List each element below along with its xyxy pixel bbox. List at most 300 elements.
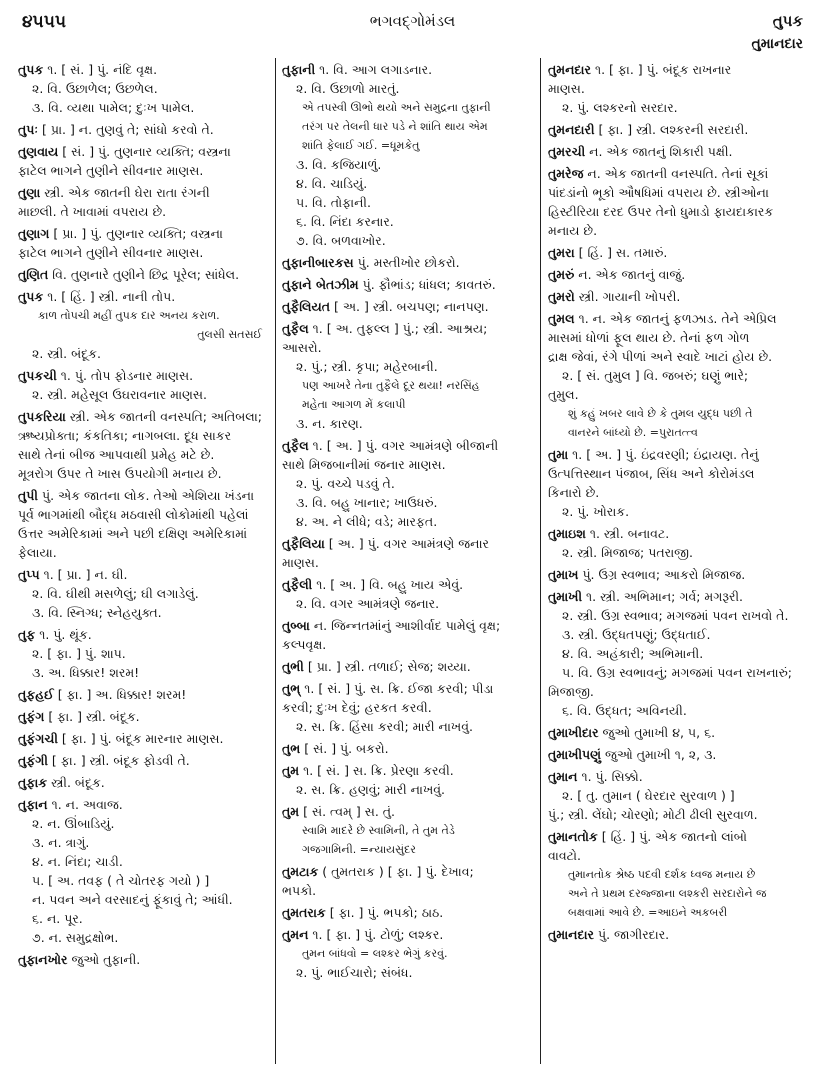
sense-line: ૨. વિ. વગર આમંત્રણે જનાર. <box>296 596 440 611</box>
headword: તુપકરિયા <box>18 409 66 424</box>
headword: તુમાખી <box>548 589 583 604</box>
sense-line: ૪. ન. નિંદા; ચાડી. <box>32 854 123 869</box>
definition-line: હિસ્ટીરિયા દરદ ઉપર તેનો ધુમાડો ફાયદાકારક <box>548 204 774 219</box>
sense-line: ૨. પું. ભાઈચારો; સંબંધ. <box>296 965 413 980</box>
sense-line: ૨. વિ. ઉછાળો મારતું. <box>296 81 400 96</box>
definition-text: ૧. [ ફા. ] પું. બંદૂક રાખનાર <box>594 62 732 77</box>
definition-text: [ અ. ] સ્ત્રી. બચપણ; નાનપણ. <box>334 299 489 314</box>
dictionary-entry <box>548 164 808 240</box>
headword: તુપઃ <box>18 122 38 137</box>
sense-line: ૭. ન. સમુદ્રક્ષોભ. <box>32 930 119 945</box>
definition-line: મિજાજી. <box>548 684 594 699</box>
dictionary-entry <box>18 60 268 117</box>
definition-line: માછલી. તે ખાવામાં વપરાય છે. <box>18 204 167 219</box>
headword: તુમલ <box>548 311 575 326</box>
definition-text: પું. ઉગ્ર સ્વભાવ; આકરો મિજાજ. <box>582 567 746 582</box>
headword: તુમાખીદાર <box>548 725 599 740</box>
quotation-line: વાનરને બાંધ્યો છે. =પુરાતત્ત્વ <box>568 426 698 439</box>
entry-first-line <box>18 287 268 306</box>
headword: તુમા <box>548 447 569 462</box>
definition-text: [ હિં. ] પું. એક જાતનો લાંબો <box>601 829 747 844</box>
definition-text: ૧. [ અ. ] પું. ઇંદ્રવરણી; ઇંદ્રાયણ. તેનું <box>572 447 759 462</box>
dictionary-entry <box>282 862 532 900</box>
entry-first-line <box>18 142 268 161</box>
sense-line: ૫. વિ. ઉગ્ર સ્વભાવનું; મગજમાં પવન રાખનારું; <box>562 665 792 680</box>
first-guide-word: તુપક <box>772 12 803 30</box>
dictionary-entry <box>282 60 532 250</box>
entry-first-line <box>18 60 268 79</box>
dictionary-entry <box>282 761 532 799</box>
headword: તુમરા <box>548 245 575 260</box>
definition-text: પું. મસ્તીખોર છોકરો. <box>357 255 460 270</box>
headword: તુફાને બેતઝીમ <box>282 277 359 292</box>
entry-first-line <box>282 575 532 594</box>
sense-line: ૨. સ્ત્રી. મહેસૂલ ઉઘરાવનાર માણસ. <box>32 387 208 402</box>
entry-first-line <box>282 925 532 944</box>
entry-first-line <box>18 729 268 748</box>
dictionary-entry <box>18 366 268 404</box>
quotation-line: અને તે પ્રથમ દરજ્જાના લશ્કરી સરદારોને જ <box>568 887 767 900</box>
headword: તુમરો <box>548 289 575 304</box>
headword: તુમનદારી <box>548 122 595 137</box>
dictionary-entry <box>282 679 532 736</box>
quotation-line: બક્ષવામાં આવે છે. =આઇને અકબરી <box>568 906 728 919</box>
sense-line: ૭. વિ. બળવાખોર. <box>296 233 386 248</box>
headword: તુફાક <box>18 775 48 790</box>
definition-line: ફાટેલ ભાગને તુણીને સીવનાર માણસ. <box>18 245 204 260</box>
quotation-line: કાળ તોપચી મહીં તુપક દાર અનય કરાળ. <box>38 309 220 322</box>
definition-text: ૧. [ પ્રા. ] ન. ઘી. <box>43 567 128 582</box>
dictionary-entry <box>18 120 268 139</box>
headword: તુભ્ <box>282 681 301 696</box>
entry-first-line <box>282 862 532 881</box>
sense-line: ૨. પું. ખોરાક. <box>562 504 630 519</box>
entry-first-line <box>18 950 268 969</box>
sense-line: ૨. સ. ક્રિ. હિંસા કરવી; મારી નાખવું. <box>296 719 473 734</box>
definition-text: ૧. [ અ. તુફલ્લ ] પું.; સ્ત્રી. આશ્રય; <box>312 321 488 336</box>
dictionary-entry <box>18 565 268 622</box>
definition-line: ઉત્તર અમેરિકામાં અને પછી દક્ષિણ અમેરિકામાં <box>18 526 248 541</box>
definition-text: ૧. વિ. આગ લગાડનાર. <box>319 62 433 77</box>
entry-first-line <box>18 795 268 814</box>
entry-first-line <box>282 679 532 698</box>
entry-first-line <box>282 903 532 922</box>
headword: તુમ <box>282 804 300 819</box>
definition-line: વાવટો. <box>548 848 582 863</box>
headword: તુપકચી <box>18 368 57 383</box>
definition-line: તુમુલ. <box>548 387 579 402</box>
sense-line: ૩. વિ. કજિયાળું. <box>296 157 382 172</box>
entry-first-line <box>548 524 808 543</box>
entry-first-line <box>18 366 268 385</box>
definition-line: ભપકો. <box>282 883 317 898</box>
entry-first-line <box>282 616 532 635</box>
definition-text: [ પ્રા. ] સ્ત્રી. તળાઈ; સેજ; શય્યા. <box>307 659 471 674</box>
definition-text: [ ફા. ] પું. ભપકો; ઠાઠ. <box>329 905 444 920</box>
definition-text: વિ. તુણનારે તુણીને છિદ્ર પૂરેલ; સાંધેલ. <box>52 267 240 282</box>
headword: તુમાનતોક <box>548 829 598 844</box>
dictionary-column-1 <box>18 60 268 1068</box>
definition-text: ( તુમતરાક ) [ ફા. ] પું. દેખાવ; <box>322 864 474 879</box>
entry-first-line <box>548 265 808 284</box>
sense-line: ૩. અ. ધિક્કાર! શરમ! <box>32 665 140 680</box>
headword: તુફંગી <box>18 753 48 768</box>
definition-text: ૧. [ સં. ] પું. સ. ક્રિ. ઈજા કરવી; પીડા <box>304 681 494 696</box>
definition-text: ૧. પું. તોપ ફોડનાર માણસ. <box>60 368 194 383</box>
entry-first-line <box>18 486 268 505</box>
entry-first-line <box>18 120 268 139</box>
quotation-line: મહેતા આગળ મેં કલાપી <box>302 398 406 411</box>
dictionary-entry <box>282 253 532 272</box>
definition-text: પું. ફૌભાંડ; ધાંધલ; કાવતરું. <box>362 277 496 292</box>
entry-first-line <box>18 773 268 792</box>
sense-line: ૨. સ. ક્રિ. હણવું; મારી નાખવું. <box>296 782 446 797</box>
dictionary-entry <box>282 903 532 922</box>
entry-first-line <box>548 120 808 139</box>
definition-line: કિનારો છે. <box>548 485 600 500</box>
entry-first-line <box>282 739 532 758</box>
sense-line: ૪. વિ. ચાડિયું. <box>296 176 368 191</box>
dictionary-entry <box>18 685 268 704</box>
last-guide-word: તુમાનદાર <box>751 36 803 52</box>
entry-first-line <box>548 827 808 846</box>
definition-line: પું.; સ્ત્રી. લેંઘો; ચોરણો; મોટી ઢીલી સુરવાળ. <box>548 807 758 822</box>
dictionary-entry <box>548 587 808 720</box>
dictionary-entry <box>548 745 808 764</box>
definition-text: [ પ્રા. ] ન. તુણવું તે; સાંધો કરવો તે. <box>41 122 214 137</box>
sense-line: ૨. વિ. ઉછાળેલ; ઉછળેલ. <box>32 81 158 96</box>
dictionary-entry <box>548 287 808 306</box>
quotation-line: શાંતિ ફેલાઈ ગઈ. =ધૂમકેતુ <box>302 139 420 152</box>
headword: તુમાઇશ <box>548 526 586 541</box>
definition-text: [ સં. ] પું. બકરો. <box>304 741 389 756</box>
dictionary-entry <box>18 287 268 363</box>
entry-first-line <box>548 142 808 161</box>
entry-first-line <box>18 565 268 584</box>
sense-line: ૩. વિ. બહુ ખાનાર; ખાઉધરું. <box>296 495 438 510</box>
definition-text: સ્ત્રી. ગાયાની ખોપરી. <box>578 289 681 304</box>
entry-first-line <box>18 224 268 243</box>
definition-text: ૧. [ સં. ] પું. નંદિ વૃક્ષ. <box>47 62 158 77</box>
entry-first-line <box>548 309 808 328</box>
definition-text: ૧. પું. થૂંક. <box>39 627 92 642</box>
sense-line: ૪. વિ. અહંકારી; અભિમાની. <box>562 646 704 661</box>
headword: તુફાનીબારકસ <box>282 255 354 270</box>
definition-text: [ અ. ] પું. વગર આમંત્રણે જનાર <box>328 536 489 551</box>
dictionary-entry <box>282 297 532 316</box>
headword: તુફૈલિયત <box>282 299 331 314</box>
headword: તુમાનદાર <box>548 927 595 942</box>
dictionary-entry <box>282 575 532 613</box>
dictionary-entry <box>282 534 532 572</box>
definition-line: પાંદડાંનો ભૂકો ઔષધિમાં વપરાય છે. સ્ત્રીઓના <box>548 185 769 200</box>
dictionary-entry <box>18 183 268 221</box>
sense-line: ૫. [ અ. તવફ ( તે ચોતરફ ગયો ) ] <box>32 873 210 888</box>
dictionary-entry <box>282 802 532 859</box>
sense-line: ૬. વિ. ઉદ્ધત; અવિનયી. <box>562 703 687 718</box>
definition-text: ૧. [ ફા. ] પું. ટોળું; લશ્કર. <box>312 927 444 942</box>
sense-line: ૩. વિ. સ્નિગ્ધ; સ્નેહયુક્ત. <box>32 605 162 620</box>
definition-line: મનાય છે. <box>548 223 598 238</box>
headword: તુફંગ <box>18 709 45 724</box>
entry-first-line <box>282 253 532 272</box>
definition-text: [ ફા. ] અ. ધિક્કાર! શરમ! <box>57 687 187 702</box>
definition-text: [ સં. ત્વમ્ ] સ. તું. <box>303 804 396 819</box>
entry-first-line <box>282 319 532 338</box>
dictionary-entry <box>548 827 808 922</box>
definition-line: સાથે મિજબાનીમાં જનાર માણસ. <box>282 457 446 472</box>
definition-text: ૧. ન. એક જાતનું ફળઝાડ. તેને એપ્રિલ <box>578 311 777 326</box>
dictionary-entry <box>282 275 532 294</box>
sense-line: ૩. વિ. વ્યથા પામેલ; દુઃખ પામેલ. <box>32 100 195 115</box>
dictionary-entry <box>282 616 532 654</box>
definition-text: પું. જાગીરદાર. <box>598 927 670 942</box>
dictionary-entry <box>18 729 268 748</box>
definition-text: ૧. પું. સિક્કો. <box>581 769 643 784</box>
headword: તુમટાક <box>282 864 319 879</box>
quotation-line: એ તપસ્વી ઊભો થયો અને સમુદ્રના તુફાની <box>302 101 491 114</box>
dictionary-entry <box>18 224 268 262</box>
definition-line: આસરો. <box>282 340 322 355</box>
definition-line: મૂત્રરોગ ઉપર તે ખાસ ઉપયોગી મનાય છે. <box>18 466 222 481</box>
column-divider-left <box>275 58 276 1064</box>
headword: તુફાની <box>282 62 316 77</box>
entry-first-line <box>548 767 808 786</box>
entry-first-line <box>548 723 808 742</box>
sense-line: ૩. સ્ત્રી. ઉદ્ધતપણું; ઉદ્ધતાઈ. <box>562 627 711 642</box>
headword: તુમાખ <box>548 567 579 582</box>
headword: તુપક <box>18 62 44 77</box>
entry-first-line <box>18 183 268 202</box>
definition-line: માણસ. <box>548 81 585 96</box>
dictionary-entry <box>282 319 532 433</box>
sense-line: ૨. પું. વચ્ચે પડવું તે. <box>296 476 395 491</box>
entry-first-line <box>18 265 268 284</box>
headword: તુફ <box>18 627 36 642</box>
page-number: ૪૫૫૫ <box>22 12 67 32</box>
definition-text: [ ફા. ] સ્ત્રી. બંદૂક ફોડવી તે. <box>51 753 190 768</box>
headword: તુફૈલ <box>282 438 309 453</box>
dictionary-entry <box>18 795 268 947</box>
definition-line: ઉત્પત્તિસ્થાન પંજાબ, સિંધ અને કોરોમંડલ <box>548 466 755 481</box>
headword: તુફૈલિયા <box>282 536 325 551</box>
entry-first-line <box>548 164 808 183</box>
entry-first-line <box>282 275 532 294</box>
dictionary-entry <box>18 773 268 792</box>
dictionary-column-3 <box>548 60 808 1068</box>
quotation-line: ગજગામિની. =ન્યાયસુંદર <box>302 843 416 856</box>
dictionary-entry <box>548 925 808 944</box>
dictionary-entry <box>18 751 268 770</box>
dictionary-entry <box>548 142 808 161</box>
sense-line: ન. પવન અને વરસાદનું ફૂંકાવું તે; આંધી. <box>32 892 233 907</box>
definition-text: જુઓ તુફાની. <box>71 952 141 967</box>
entry-first-line <box>18 707 268 726</box>
headword: તુફૈલ <box>282 321 309 336</box>
definition-line: ફેલાયા. <box>18 545 57 560</box>
definition-text: [ ફા. ] પું. બંદૂક મારનાર માણસ. <box>61 731 224 746</box>
entry-first-line <box>548 745 808 764</box>
headword: તુમ <box>282 763 300 778</box>
definition-text: જુઓ તુમાખી ૧, ૨, ૩. <box>605 747 717 762</box>
entry-first-line <box>548 587 808 606</box>
entry-first-line <box>282 297 532 316</box>
quotation-line: પણ આખરે તેના તુફૈલે દૂર થયા! નરસિંહ <box>302 379 480 392</box>
headword: તુપી <box>18 488 38 503</box>
headword: તુફૈલી <box>282 577 313 592</box>
definition-line: ફાટેલ ભાગને તુણીને સીવનાર માણસ. <box>18 163 204 178</box>
definition-text: સ્ત્રી. એક જાતની વનસ્પતિ; અતિબલા; <box>69 409 262 424</box>
entry-first-line <box>282 436 532 455</box>
headword: તુપ્પ <box>18 567 40 582</box>
definition-text: સ્ત્રી. બંદૂક. <box>51 775 105 790</box>
headword: તુણા <box>18 185 41 200</box>
entry-first-line <box>548 60 808 79</box>
dictionary-column-2 <box>282 60 532 1068</box>
dictionary-entry <box>282 925 532 982</box>
headword: તુફહઈ <box>18 687 54 702</box>
entry-first-line <box>282 60 532 79</box>
dictionary-entry <box>18 142 268 180</box>
definition-line: કરવી; દુઃખ દેવું; હરકત કરવી. <box>282 700 432 715</box>
definition-line: સાથે તેનાં બીજ આપવાથી પ્રમેહ મટે છે. <box>18 447 215 462</box>
headword: તુફંગચી <box>18 731 58 746</box>
entry-first-line <box>282 802 532 821</box>
definition-text: પું. એક જાતના લોક. તેઓ એશિયા ખંડના <box>41 488 255 503</box>
definition-text: ૧. સ્ત્રી. બનાવટ. <box>589 526 670 541</box>
definition-text: ૧. [ અ. ] વિ. બહુ ખાય એવું. <box>316 577 464 592</box>
entry-first-line <box>282 761 532 780</box>
entry-first-line <box>18 407 268 426</box>
entry-first-line <box>18 625 268 644</box>
dictionary-entry <box>282 436 532 531</box>
sense-line: ૨. સ્ત્રી. બંદૂક. <box>32 346 101 361</box>
dictionary-entry <box>18 486 268 562</box>
definition-text: [ હિં. ] સ. તમારું. <box>578 245 668 260</box>
page-title: ભગવદ્ગોમંડલ <box>369 12 456 30</box>
sense-line: ૨. સ્ત્રી. મિજાજ; પતરાજી. <box>562 545 693 560</box>
definition-text: ન. એક જાતની વનસ્પતિ. તેનાં સૂકાં <box>587 166 769 181</box>
definition-text: [ ફા. ] સ્ત્રી. બંદૂક. <box>48 709 140 724</box>
entry-first-line <box>282 534 532 553</box>
dictionary-entry <box>18 625 268 682</box>
definition-text: [ ફા. ] સ્ત્રી. લશ્કરની સરદારી. <box>598 122 749 137</box>
definition-text: ન. એક જાતનું વાજું. <box>578 267 686 282</box>
definition-text: ૧. [ હિં. ] સ્ત્રી. નાની તોપ. <box>47 289 176 304</box>
definition-text: ૧. ન. અવાજ. <box>51 797 123 812</box>
dictionary-entry <box>548 445 808 521</box>
sense-line: ૨. ન. ઊંબાડિયું. <box>32 816 115 831</box>
quotation-line: તુમન બાંધવો = લશ્કર ભેગું કરવું. <box>302 947 448 960</box>
headword: તુણવાય <box>18 144 59 159</box>
definition-text: જુઓ તુમાખી ૪, ૫, ૬. <box>602 725 716 740</box>
headword: તુણાગ <box>18 226 50 241</box>
headword: તુફાનખોર <box>18 952 68 967</box>
entry-first-line <box>282 657 532 676</box>
entry-first-line <box>18 685 268 704</box>
dictionary-entry <box>548 767 808 824</box>
dictionary-entry <box>548 723 808 742</box>
dictionary-entry <box>18 950 268 969</box>
dictionary-entry <box>548 524 808 562</box>
sense-line: ૨. [ ફા. ] પું. શાપ. <box>32 646 126 661</box>
definition-text: ૧. સ્ત્રી. અભિમાન; ગર્વ; મગરૂરી. <box>586 589 744 604</box>
quotation-source: તુલસી સતસઈ <box>197 328 262 341</box>
headword: તુપક <box>18 289 44 304</box>
quotation-line: શું કહું ખબર લાવે છે કે તુમલ યુદ્ધ પછી તે <box>568 407 753 420</box>
dictionary-entry <box>18 707 268 726</box>
dictionary-entry <box>548 60 808 117</box>
quotation-line: તરંગ પર તેલની ધાર પડે ને શાંતિ થાય એમ <box>302 120 488 133</box>
dictionary-entry <box>548 309 808 442</box>
dictionary-entry <box>282 657 532 676</box>
dictionary-entry <box>548 120 808 139</box>
entry-first-line <box>548 445 808 464</box>
sense-line: ૨. [ સં. તુમુલ ] વિ. જબરું; ઘણું ભારે; <box>562 368 749 383</box>
headword: તુબ્બા <box>282 618 310 633</box>
headword: તુમાન <box>548 769 578 784</box>
definition-line: માસમાં ધોળાં ફૂલ થાય છે. તેનાં ફળ ગોળ <box>548 330 750 345</box>
sense-line: ૨. વિ. ઘીથી મસળેલું; ઘી લગાડેલું. <box>32 586 199 601</box>
dictionary-entry <box>548 265 808 284</box>
quotation-line: તુમાનતોક શ્રેષ્ઠ પદવી દર્શક ધ્વજ મનાય છે <box>568 868 756 881</box>
definition-text: ૧. [ અ. ] પું. વગર આમંત્રણે બીજાની <box>312 438 499 453</box>
definition-text: સ્ત્રી. એક જાતની ઘેરા રાતા રંગની <box>44 185 210 200</box>
entry-first-line <box>548 565 808 584</box>
headword: તુભી <box>282 659 304 674</box>
definition-text: [ સં. ] પું. તુણનાર વ્યક્તિ; વસ્ત્રના <box>62 144 231 159</box>
sense-line: ૨. સ્ત્રી. ઉગ્ર સ્વભાવ; મગજમાં પવન રાખવો તે. <box>562 608 789 623</box>
definition-text: ન. જિન્નતમાંનું આશીર્વાદ પામેલું વૃક્ષ; <box>313 618 501 633</box>
definition-line: માણસ. <box>282 555 319 570</box>
entry-first-line <box>548 925 808 944</box>
quotation-line: સ્વામિ માદરે છે સ્વામિની, તે તુમ તેડે <box>302 824 455 837</box>
column-divider-right <box>540 58 541 1064</box>
sense-line: ૩. ન. કારણ. <box>296 416 363 431</box>
headword: તુભ <box>282 741 301 756</box>
entry-first-line <box>18 751 268 770</box>
entry-first-line <box>548 287 808 306</box>
sense-line: ૬. ન. પૂર. <box>32 911 83 926</box>
definition-line: દ્રાક્ષ જેવાં, રંગે પીળાં અને સ્વાદે ખાટાં હોય છે. <box>548 349 773 364</box>
headword: તુમરચી <box>548 144 586 159</box>
headword: તુમાખીપણું <box>548 747 602 762</box>
headword: તુમન <box>282 927 309 942</box>
definition-line: ઋષ્યપ્રોક્તા; કંકતિકા; નાગબલા. દૂધ સાકર <box>18 428 232 443</box>
dictionary-entry <box>282 739 532 758</box>
definition-line: પૂર્વ ભાગમાંથી બૌદ્ધ મઠવાસી લોકોમાંથી પહેલાં <box>18 507 249 522</box>
sense-line: ૩. ન. ત્રાગું. <box>32 835 90 850</box>
definition-line: કલ્પવૃક્ષ. <box>282 637 327 652</box>
headword: તુણિત <box>18 267 49 282</box>
sense-line: ૪. અ. ને લીધે; વડે; મારફત. <box>296 514 438 529</box>
sense-line: ૫. વિ. તોફાની. <box>296 195 371 210</box>
headword: તુમનદાર <box>548 62 591 77</box>
headword: તુમતરાક <box>282 905 326 920</box>
entry-first-line <box>548 243 808 262</box>
sense-line: ૨. પું.; સ્ત્રી. કૃપા; મહેરબાની. <box>296 359 438 374</box>
sense-line: ૨. પું. લશ્કરનો સરદાર. <box>562 100 678 115</box>
dictionary-entry <box>18 265 268 284</box>
headword: તુમરું <box>548 267 575 282</box>
headword: તુફાન <box>18 797 48 812</box>
definition-text: [ પ્રા. ] પું. તુણનાર વ્યક્તિ; વસ્ત્રના <box>53 226 223 241</box>
dictionary-entry <box>548 565 808 584</box>
dictionary-entry <box>548 243 808 262</box>
definition-text: ૧. [ સં. ] સ. ક્રિ. પ્રેરણા કરવી. <box>303 763 454 778</box>
dictionary-entry <box>18 407 268 483</box>
sense-line: ૬. વિ. નિંદા કરનાર. <box>296 214 394 229</box>
